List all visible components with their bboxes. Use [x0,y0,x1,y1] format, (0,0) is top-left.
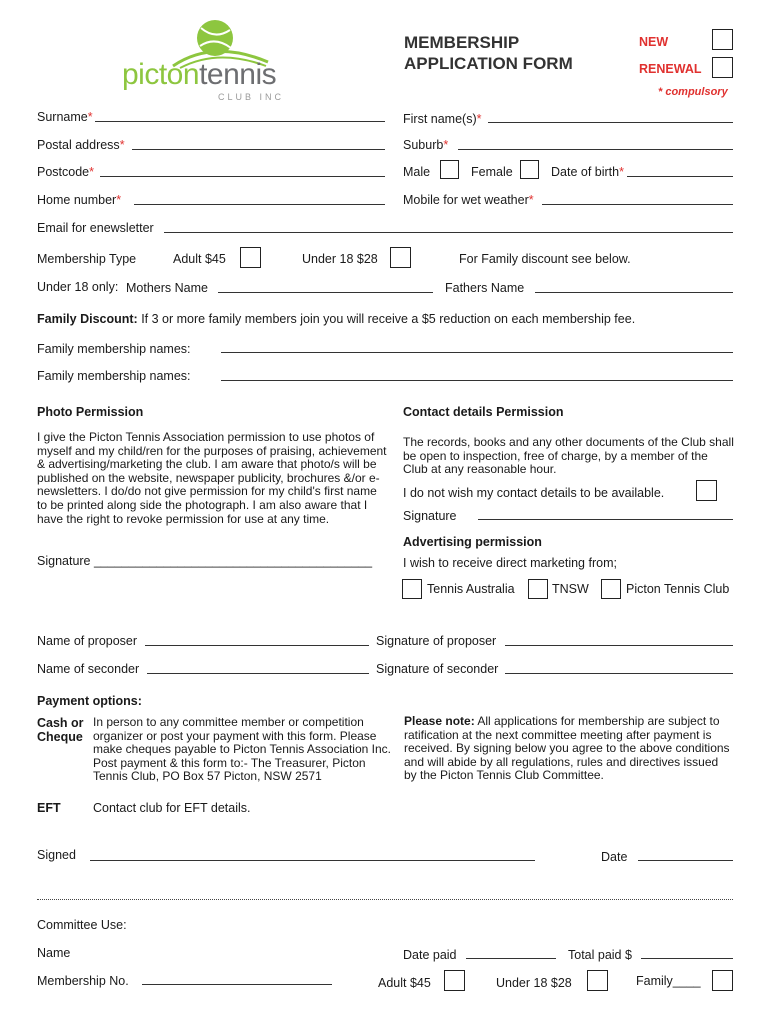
date-paid-field[interactable] [466,958,556,959]
suburb-label: Suburb* [403,138,449,152]
tennis-australia-label: Tennis Australia [427,582,515,596]
surname-field[interactable] [95,121,385,122]
male-checkbox[interactable] [440,160,459,179]
advertising-heading: Advertising permission [403,535,542,549]
suburb-field[interactable] [458,149,733,150]
logo-text-tennis: tennis [199,58,277,91]
logo-text-picton: picton [122,58,200,91]
renewal-label: RENEWAL [639,62,702,76]
signature-of-proposer-label: Signature of proposer [376,634,497,648]
name-of-proposer-label: Name of proposer [37,634,138,648]
family-discount-text: Family Discount: If 3 or more family members join you will receive a $5 reduction on each membership fee. [37,312,636,326]
advertising-text: I wish to receive direct marketing from; [403,556,617,570]
family-names-label-2: Family membership names: [37,369,191,383]
under18-label: Under 18 $28 [302,252,378,266]
cash-cheque-text: In person to any committee member or competition organizer or post your payment with this form. Please make cheques payable to Picton Tennis Association Inc. Post payment & this form to:- The Treasurer, Picton Tennis Club, PO Box 57 Picton, NSW 2571 [93,715,391,784]
dob-label: Date of birth* [551,165,624,179]
postcode-label: Postcode* [37,165,94,179]
committee-family-checkbox[interactable] [712,970,733,991]
form-title-line1: MEMBERSHIP [404,33,520,52]
adult-label: Adult $45 [173,252,226,266]
please-note-text: Please note: All applications for membership are subject to ratification at the next committee meeting after payment is received. By signing below you agree to the above conditions and will abide by all regulations, rules and directives issued by the Picton Tennis Club Committee. [404,714,730,783]
under18-only-label: Under 18 only: [37,280,119,294]
tnsw-label: TNSW [552,582,589,596]
committee-adult-label: Adult $45 [378,976,431,990]
first-names-field[interactable] [488,122,733,123]
new-label: NEW [639,35,669,49]
committee-under18-label: Under 18 $28 [496,976,572,990]
contact-permission-heading: Contact details Permission [403,405,564,419]
male-label: Male [403,165,431,179]
fathers-name-label: Fathers Name [445,281,525,295]
signature-of-proposer-field[interactable] [505,645,733,646]
photo-permission-heading: Photo Permission [37,405,144,419]
home-number-label: Home number* [37,193,122,207]
date-field[interactable] [638,860,733,861]
form-title [404,32,573,74]
picton-club-label: Picton Tennis Club [626,582,730,596]
family-note: For Family discount see below. [459,252,631,266]
tnsw-checkbox[interactable] [528,579,548,599]
first-names-label: First name(s)* [403,112,482,126]
total-paid-label: Total paid $ [568,948,632,962]
mothers-name-label: Mothers Name [126,281,208,295]
email-field[interactable] [164,232,733,233]
date-paid-label: Date paid [403,948,457,962]
home-number-field[interactable] [134,204,385,205]
email-label: Email for enewsletter [37,221,154,235]
compulsory-note: * compulsory [658,86,728,98]
cash-cheque-label [37,716,84,744]
signed-label: Signed [37,848,76,862]
cut-line-divider [37,899,733,900]
mobile-field[interactable] [542,204,733,205]
eft-label: EFT [37,801,61,815]
contact-signature-label: Signature [403,509,457,523]
club-logo [118,14,308,104]
membership-type-label: Membership Type [37,252,137,266]
family-names-field-2[interactable] [221,380,733,381]
contact-permission-text: The records, books and any other documents of the Club shall be open to inspection, free of charge, by a member of the Club at any reasonable hour. [403,435,734,477]
contact-signature-field[interactable] [478,519,733,520]
total-paid-field[interactable] [641,958,733,959]
form-title-line2: APPLICATION FORM [404,54,573,73]
picton-club-checkbox[interactable] [601,579,621,599]
membership-no-field[interactable] [142,984,332,985]
committee-name-label: Name [37,946,71,960]
committee-adult-checkbox[interactable] [444,970,465,991]
postal-address-field[interactable] [132,149,385,150]
tennis-australia-checkbox[interactable] [402,579,422,599]
cash-label: Cash or [37,716,84,730]
committee-family-label: Family____ [636,974,701,988]
photo-signature[interactable]: Signature ________________________________________ [37,554,373,568]
female-checkbox[interactable] [520,160,539,179]
membership-no-label: Membership No. [37,974,129,988]
family-names-label-1: Family membership names: [37,342,191,356]
committee-under18-checkbox[interactable] [587,970,608,991]
postcode-field[interactable] [100,176,385,177]
mothers-name-field[interactable] [218,292,433,293]
fathers-name-field[interactable] [535,292,733,293]
committee-use-heading: Committee Use: [37,918,127,932]
signature-of-seconder-field[interactable] [505,673,733,674]
family-names-field-1[interactable] [221,352,733,353]
payment-options-heading: Payment options: [37,694,142,708]
postal-address-label: Postal address* [37,138,125,152]
date-label: Date [601,850,628,864]
adult-checkbox[interactable] [240,247,261,268]
contact-no-wish-label: I do not wish my contact details to be available. [403,486,665,500]
female-label: Female [471,165,513,179]
cheque-label: Cheque [37,730,83,744]
under18-checkbox[interactable] [390,247,411,268]
name-of-seconder-label: Name of seconder [37,662,140,676]
name-of-proposer-field[interactable] [145,645,369,646]
renewal-checkbox[interactable] [712,57,733,78]
name-of-seconder-field[interactable] [147,673,369,674]
mobile-label: Mobile for wet weather* [403,193,534,207]
signature-of-seconder-label: Signature of seconder [376,662,499,676]
new-checkbox[interactable] [712,29,733,50]
signed-field[interactable] [90,860,535,861]
surname-label: Surname* [37,110,93,124]
dob-field[interactable] [627,176,733,177]
contact-no-wish-checkbox[interactable] [696,480,717,501]
eft-text: Contact club for EFT details. [93,801,251,815]
photo-permission-text: I give the Picton Tennis Association permission to use photos of myself and my child/ren for the purposes of praising, achievement & advertising/marketing the club. I am aware that photo/s will be published on the website, newspaper publicity, brochures &/or e-newsletters. I do/do not give permission for my child's first name to be printed along side the photograph. I am also aware that I have the right to revoke permission for use at any time. [37,430,387,526]
logo-subtitle: CLUB INC [218,92,285,102]
